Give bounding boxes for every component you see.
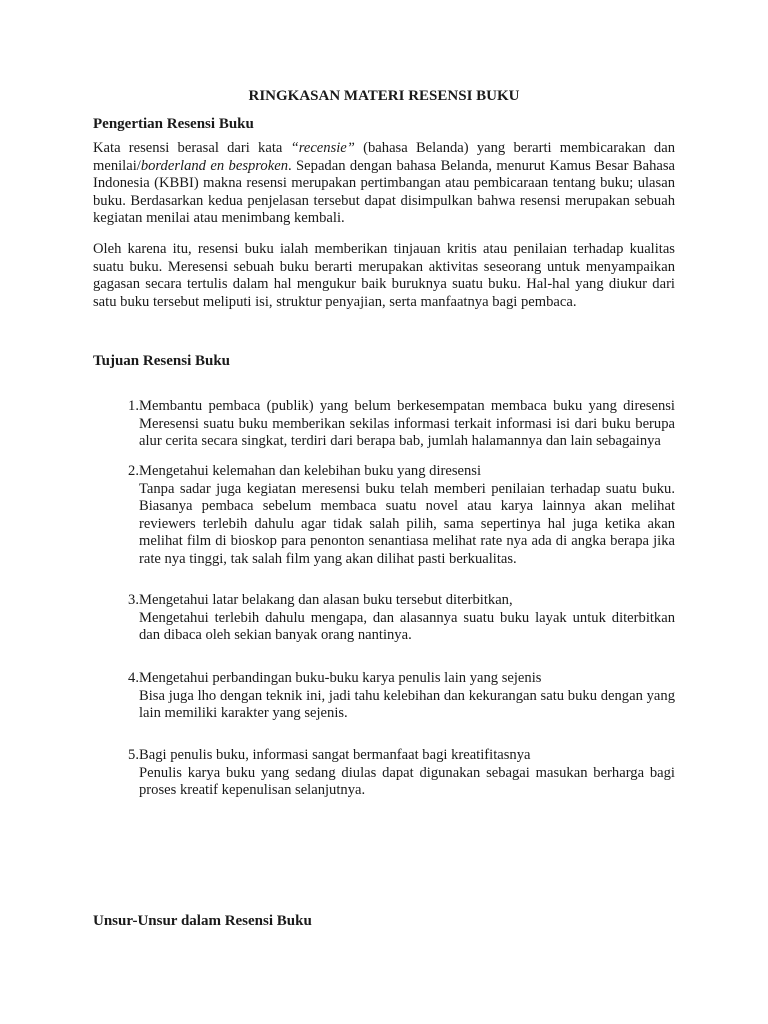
list-item xyxy=(111,670,675,723)
list-item xyxy=(111,747,675,800)
section-heading-unsur: Unsur-Unsur dalam Resensi Buku xyxy=(93,913,312,929)
section-heading-pengertian: Pengertian Resensi Buku xyxy=(93,116,254,132)
list-item-title: Bagi penulis buku, informasi sangat bermanfaat bagi kreatifitasnya xyxy=(139,747,531,763)
list-item-description: Mengetahui terlebih dahulu mengapa, dan alasannya suatu buku layak untuk diterbitkan dan dibaca oleh sekian banyak orang nantinya. xyxy=(139,609,675,644)
paragraph-definition-text-1: Kata resensi berasal dari kata xyxy=(93,140,291,156)
list-item xyxy=(111,398,675,451)
list-item-title: Mengetahui perbandingan buku-buku karya penulis lain yang sejenis xyxy=(139,670,542,686)
paragraph-explanation: Oleh karena itu, resensi buku ialah memberikan tinjauan kritis atau penilaian terhadap kualitas suatu buku. Meresensi sebuah buku berarti merupakan aktivitas seseorang untuk menyampaikan gagasan secara tertulis dalam hal mengukur baik buruknya suatu buku. Hal-hal yang diukur dari satu buku tersebut meliputi isi, struktur penyajian, serta manfaatnya bagi pembaca. xyxy=(93,241,675,310)
list-item-number: 2. xyxy=(128,463,139,479)
list-item-description: Tanpa sadar juga kegiatan meresensi buku telah memberi penilaian terhadap suatu buku. Biasanya pembaca sebelum membaca suatu novel atau karya lainnya akan melihat reviewers terlebih dahulu agar tidak salah pilih, sama sepertinya hal juga ketika akan melihat film di bioskop para penonton senantiasa melihat rate nya ada di angka berapa jika rate nya tinggi, tak salah film yang akan dilihat pasti berkualitas. xyxy=(139,480,675,567)
paragraph-definition-text-3: . Sepadan dengan bahasa Belanda, menurut Kamus Besar Bahasa Indonesia (KBBI) makna resensi merupakan pertimbangan atau pembicaraan tentang buku; ulasan buku. Berdasarkan kedua penjelasan tersebut dapat disimpulkan bahwa resensi merupakan sebuah kegiatan menilai atau menimbang kembali. xyxy=(93,157,676,227)
list-item-title: Membantu pembaca (publik) yang belum berkesempatan membaca buku yang diresensi Meresensi suatu buku memberikan sekilas informasi terkait informasi isi dari buku berupa alur cerita secara singkat, terdiri dari berapa bab, jumlah halamannya dan lain sebagainya xyxy=(139,398,675,450)
list-item-title: Mengetahui kelemahan dan kelebihan buku yang diresensi xyxy=(139,463,482,479)
list-item xyxy=(111,463,675,569)
paragraph-definition-text-2: (bahasa Belanda) yang berarti membicarakan dan menilai/ xyxy=(93,140,675,174)
list-item-description: Bisa juga lho dengan teknik ini, jadi tahu kelebihan dan kekurangan satu buku dengan yang lain memiliki karakter yang sejenis. xyxy=(139,687,675,722)
list-item-number: 4. xyxy=(128,670,139,686)
list-item-number: 1. xyxy=(128,398,139,414)
section-heading-tujuan: Tujuan Resensi Buku xyxy=(93,353,231,369)
list-item-description: Penulis karya buku yang sedang diulas dapat digunakan sebagai masukan berharga bagi proses kreatif kepenulisan selanjutnya. xyxy=(139,764,675,799)
list-item-number: 3. xyxy=(128,592,139,608)
term-recensie: “recensie” xyxy=(290,140,355,156)
paragraph-definition xyxy=(93,140,675,228)
document-title: RINGKASAN MATERI RESENSI BUKU xyxy=(248,88,520,104)
list-item xyxy=(111,592,675,645)
term-borderland: borderland en besproken xyxy=(140,157,288,174)
list-item-title: Mengetahui latar belakang dan alasan buku tersebut diterbitkan, xyxy=(139,592,513,608)
list-item-number: 5. xyxy=(128,747,139,763)
